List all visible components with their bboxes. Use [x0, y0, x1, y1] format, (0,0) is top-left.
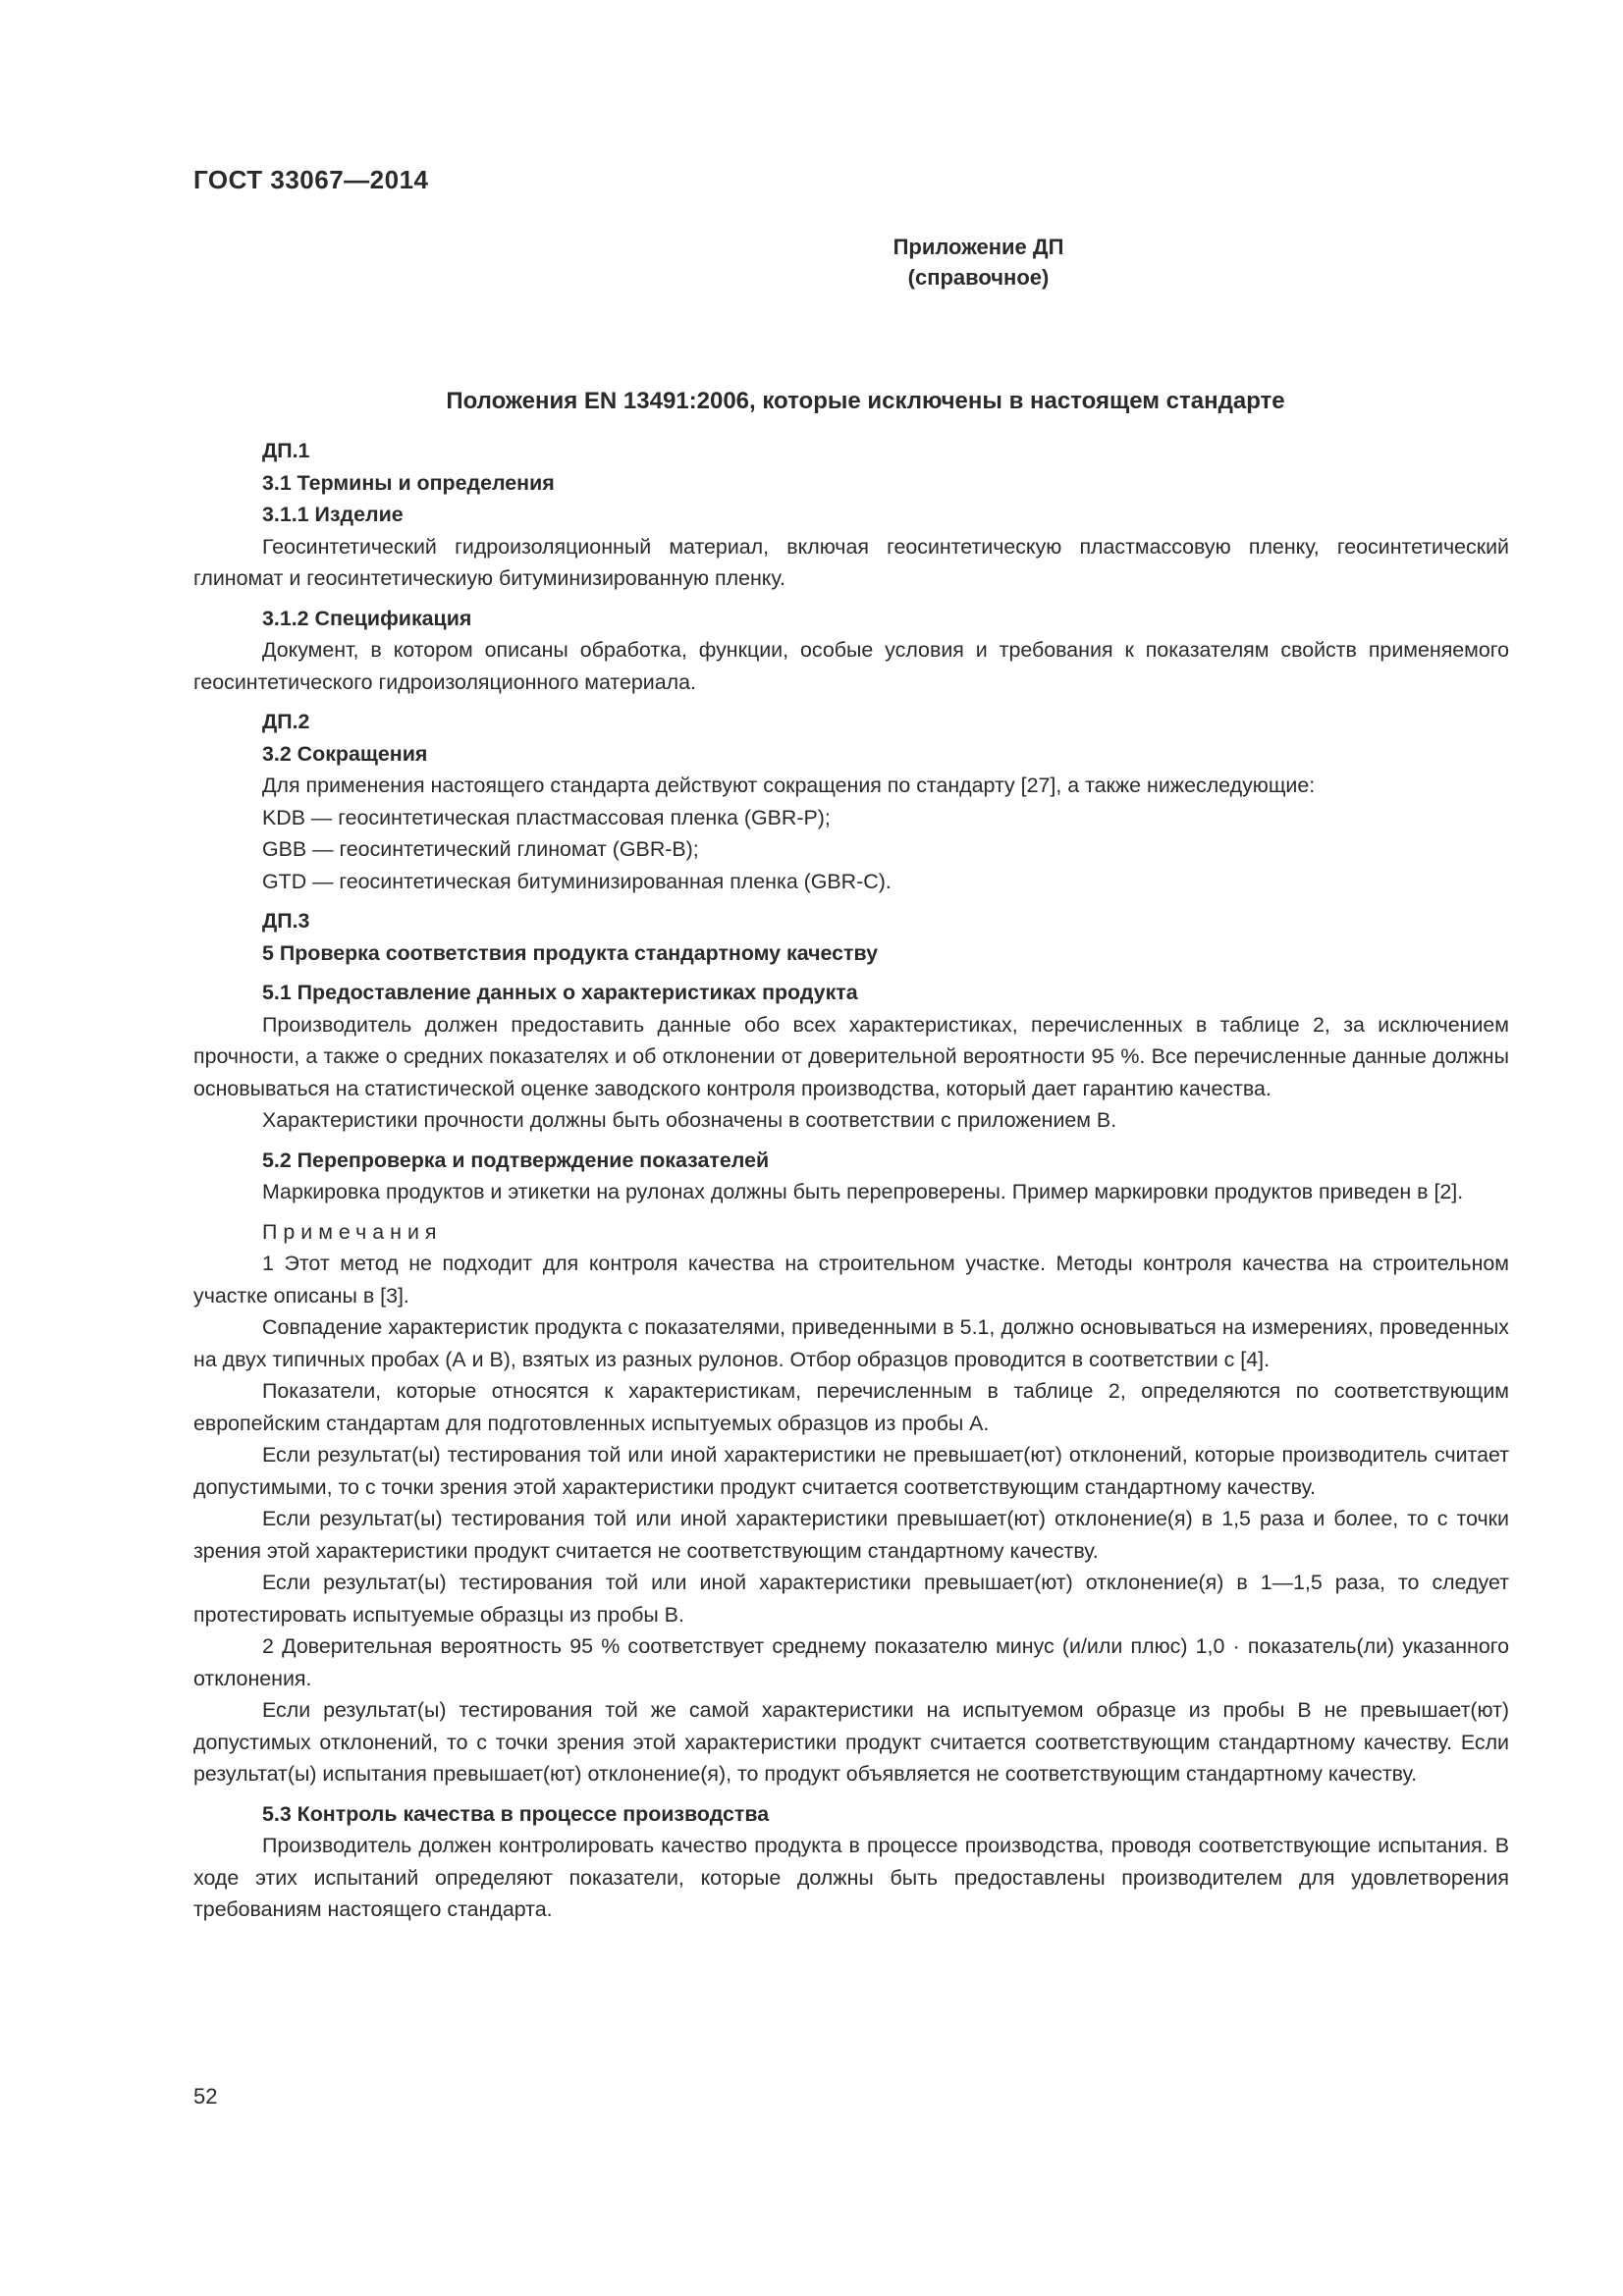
section-heading: 5.2 Перепроверка и подтверждение показателей [262, 1148, 770, 1172]
section-heading: ДП.2 [262, 710, 310, 733]
document-number: ГОСТ 33067—2014 [193, 165, 429, 194]
appendix-label: Приложение ДП [893, 235, 1064, 259]
appendix-heading [0, 232, 1623, 293]
paragraph: Если результат(ы) тестирования той или иной характеристики превышает(ют) отклонение(я) в 1—1,5 раза, то следует протестировать испытуемые образцы из пробы В. [193, 1571, 1509, 1627]
paragraph: Совпадение характеристик продукта с показателями, приведенными в 5.1, должно основываться на измерениях, проведенных на двух типичных пробах (А и В), взятых из разных рулонов. Отбор образцов проводится в соответствии с [4]. [193, 1315, 1509, 1371]
paragraph: Производитель должен предоставить данные обо всех характеристиках, перечисленных в таблице 2, за исключением прочности, а также о средних показателях и об отклонении от доверительной вероятности 95 %. Все перечисленные данные должны основываться на статистической оценке заводского контроля производства, который дает гарантию качества. [193, 1012, 1509, 1100]
paragraph: GBB — геосинтетический глиномат (GBR-B); [262, 837, 699, 861]
page-number: 52 [193, 2084, 218, 2109]
appendix-type: (справочное) [907, 265, 1050, 290]
paragraph: Показатели, которые относятся к характеристикам, перечисленным в таблице 2, определяются по соответствующим европейским стандартам для подготовленных испытуемых образцов из пробы А. [193, 1379, 1509, 1435]
notes-label: Примечания [262, 1219, 443, 1244]
paragraph: Документ, в котором описаны обработка, функции, особые условия и требования к показателям свойств применяемого геосинтетического гидроизоляционного материала. [193, 638, 1509, 694]
paragraph: Если результат(ы) тестирования той или иной характеристики не превышает(ют) отклонений, которые производитель считает допустимыми, то с точки зрения этой характеристики продукт считается соответствующим стандартному качеству. [193, 1443, 1509, 1499]
paragraph: Маркировка продуктов и этикетки на рулонах должны быть перепроверены. Пример маркировки продуктов приведен в [2]. [262, 1180, 1464, 1203]
paragraph: 2 Доверительная вероятность 95 % соответствует среднему показателю минус (и/или плюс) 1,0 · показатель(ли) указанного отклонения. [193, 1634, 1509, 1690]
paragraph: 1 Этот метод не подходит для контроля качества на строительном участке. Методы контроля качества на строительном участке описаны в [3]. [193, 1252, 1509, 1308]
section-heading: 5 Проверка соответствия продукта стандартному качеству [262, 940, 878, 965]
section-heading: 5.3 Контроль качества в процессе производства [262, 1801, 770, 1826]
paragraph: Для применения настоящего стандарта действуют сокращения по стандарту [27], а также нижеследующие: [262, 774, 1316, 797]
paragraph: Производитель должен контролировать качество продукта в процессе производства, проводя соответствующие испытания. В ходе этих испытаний определяют показатели, которые должны быть предоставлены производителем для удовлетворения требованиям настоящего стандарта. [193, 1834, 1509, 1921]
section-heading: 3.1.1 Изделие [262, 503, 404, 526]
section-heading: 5.1 Предоставление данных о характеристиках продукта [262, 981, 858, 1004]
document-body [193, 435, 1509, 1926]
section-heading: 3.2 Сокращения [262, 741, 428, 766]
section-heading: 3.1 Термины и определения [262, 470, 555, 495]
appendix-title: Положения EN 13491:2006, которые исключены в настоящем стандарте [446, 388, 1285, 414]
paragraph: Если результат(ы) тестирования той же самой характеристики на испытуемом образце из пробы В не превышает(ют) допустимых отклонений, то с точки зрения этой характеристики продукт считается соответствующим стандартному качеству. Если результат(ы) испытания превышает(ют) отклонение(я), то продукт объявляется не соответствующим стандартному качеству. [193, 1698, 1509, 1786]
paragraph: GTD — геосинтетическая битуминизированная пленка (GBR-C). [262, 869, 892, 893]
paragraph: Если результат(ы) тестирования той или иной характеристики превышает(ют) отклонение(я) в 1,5 раза и более, то с точки зрения этой характеристики продукт считается не соответствующим стандартному качеству. [193, 1507, 1509, 1563]
paragraph: Геосинтетический гидроизоляционный материал, включая геосинтетическую пластмассовую пленку, геосинтетический глиномат и геосинтетическиую битуминизированную пленку. [193, 534, 1509, 590]
paragraph: Характеристики прочности должны быть обозначены в соответствии с приложением В. [262, 1108, 1117, 1132]
section-heading: ДП.1 [262, 439, 310, 462]
paragraph: KDB — геосинтетическая пластмассовая пленка (GBR-P); [262, 805, 831, 829]
section-heading: ДП.3 [262, 909, 310, 933]
section-heading: 3.1.2 Спецификация [262, 606, 472, 630]
